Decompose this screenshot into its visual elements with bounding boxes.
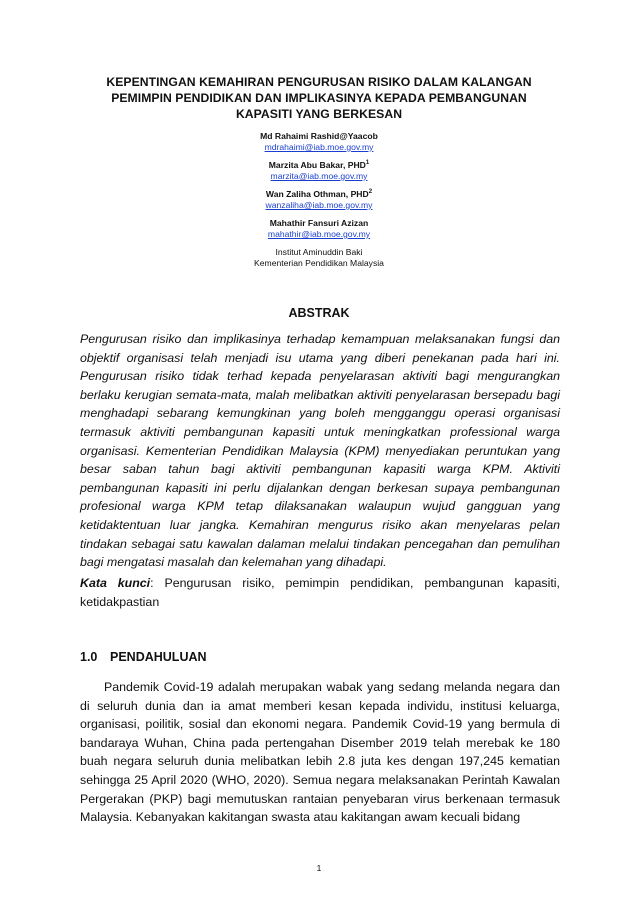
author-name: Md Rahaimi Rashid@Yaacob <box>260 131 378 141</box>
title-line-1: KEPENTINGAN KEMAHIRAN PENGURUSAN RISIKO DALAM KALANGAN <box>106 75 532 89</box>
author-block <box>200 131 438 269</box>
affiliation-superscript: 1 <box>365 160 370 167</box>
author-email-link[interactable]: wanzaliha@iab.moe.gov.my <box>265 200 373 210</box>
affiliation-superscript: 2 <box>368 189 373 196</box>
keywords-text: : Pengurusan risiko, pemimpin pendidikan, pembangunan kapasiti, ketidakpastian <box>80 576 560 609</box>
section-number: 1.0 <box>80 650 98 664</box>
section-heading <box>80 650 207 664</box>
author-email-link[interactable]: mahathir@iab.moe.gov.my <box>267 229 371 239</box>
paper-title <box>80 74 558 122</box>
author-name: Mahathir Fansuri Azizan <box>269 218 369 228</box>
section-title: PENDAHULUAN <box>110 650 207 664</box>
author-name: Marzita Abu Bakar, PHD$^1$ <box>268 160 370 170</box>
body-paragraph: Pandemik Covid-19 adalah merupakan wabak yang sedang melanda negara dan di seluruh dunia dan ia amat memberi kesan kepada individu, institusi keluarga, organisasi, poilitik, sosial dan ekonomi negara. Pandemik Covid-19 yang bermula di bandaraya Wuhan, China pada pertengahan Disember 2019 telah merebak ke 180 buah negara seluruh dunia melibatkan lebih 2.8 juta kes dengan 197,245 kematian sehingga 25 April 2020 (WHO, 2020). Semua negara melaksanakan Perintah Kawalan Pergerakan (PKP) bagi memutuskan rantaian penyebaran virus berkenaan termasuk Malaysia. Kebanyakan kakitangan swasta atau kakitangan awam kecuali bidang <box>80 680 560 825</box>
institution-name: Institut Aminuddin Baki <box>275 247 363 257</box>
title-line-2: PEMIMPIN PENDIDIKAN DAN IMPLIKASINYA KEPADA PEMBANGUNAN <box>111 91 527 105</box>
author-email-link[interactable]: marzita@iab.moe.gov.my <box>270 171 368 181</box>
ministry-name: Kementerian Pendidikan Malaysia <box>254 258 384 268</box>
abstract-paragraph: Pengurusan risiko dan implikasinya terhadap kemampuan melaksanakan fungsi dan objektif organisasi telah menjadi isu utama yang diberi penekanan pada hari ini. Pengurusan risiko tidak terhad kepada penyelarasan aktiviti bagi mengurangkan berlaku kerugian semata-mata, malah melibatkan aktiviti penyelarasan bersepadu bagi menghadapi sebarang kemungkinan yang boleh mengganggu operasi organisasi termasuk aktiviti pembangunan kapasiti untuk meningkatkan professional warga organisasi. Kementerian Pendidikan Malaysia (KPM) menyediakan peruntukan yang besar saban tahun bagi aktiviti pembangunan kapasiti warga KPM. Aktiviti pembangunan kapasiti ini perlu dijalankan dengan berkesan supaya pembangunan profesional warga KPM tetap dilaksanakan walaupun wujud gangguan yang ketidaktentuan luar jangka. Kemahiran mengurus risiko akan menyelaras pelan tindakan sebagai satu kawalan dalaman melalui tindakan pencegahan dan pemulihan bagi mengatasi masalah dan kelemahan yang dihadapi. <box>80 332 560 570</box>
abstract-heading: ABSTRAK <box>288 306 350 320</box>
keywords-label: Kata kunci <box>80 576 151 590</box>
author-email-link[interactable]: mdrahaimi@iab.moe.gov.my <box>264 142 374 152</box>
title-line-3: KAPASITI YANG BERKESAN <box>235 107 403 121</box>
author-name: Wan Zaliha Othman, PHD$^2$ <box>265 189 373 199</box>
keywords-paragraph <box>80 574 560 611</box>
page-number: 1 <box>316 863 322 873</box>
